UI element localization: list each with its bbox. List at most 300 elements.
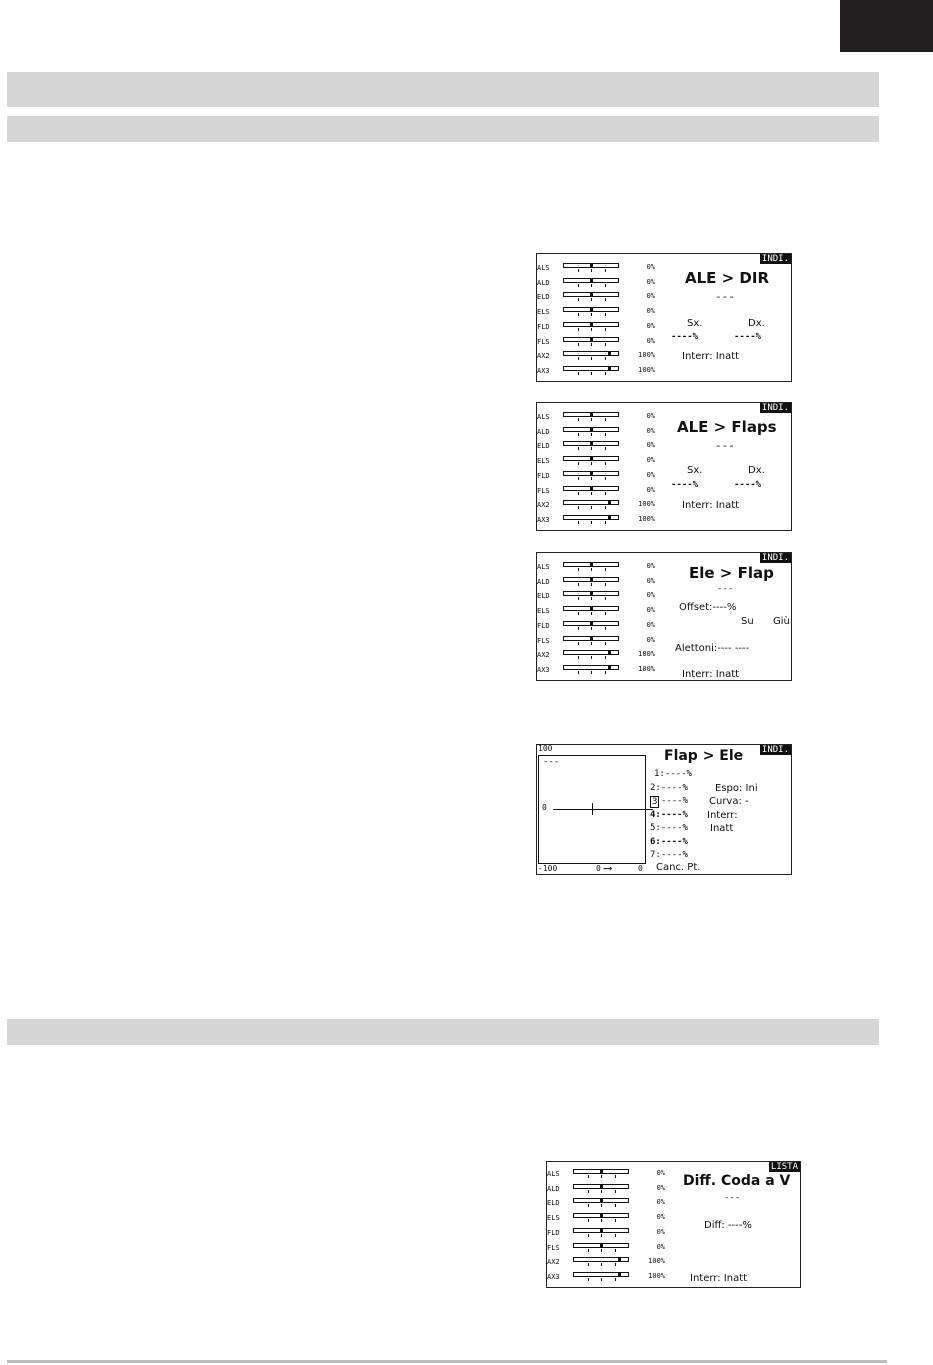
bar-tick: [601, 1204, 602, 1207]
bar-position-marker: [608, 515, 611, 520]
bar-tick: [601, 1263, 602, 1266]
bar-tick: [591, 343, 592, 346]
chapter-tab: [840, 0, 933, 52]
channel-value: 100%: [638, 664, 655, 673]
bar-tick: [591, 328, 592, 331]
channel-label: ALS: [537, 563, 550, 571]
footer-rule: [7, 1360, 887, 1363]
bar-tick: [588, 1249, 589, 1252]
bar-tick: [591, 313, 592, 316]
bar-tick: [591, 612, 592, 615]
bar-position-marker: [600, 1213, 603, 1218]
channel-label: ALS: [537, 413, 550, 421]
curve-label: Curva: -: [709, 796, 749, 807]
right-value: ----%: [734, 332, 762, 342]
bar-tick: [591, 521, 592, 524]
bar-tick: [605, 627, 606, 630]
bar-tick: [605, 656, 606, 659]
bar-tick: [588, 1278, 589, 1281]
bar-tick: [615, 1263, 616, 1266]
bar-position-marker: [608, 351, 611, 356]
channel-els: [537, 453, 657, 468]
bar-position-marker: [618, 1272, 621, 1277]
bar-tick: [588, 1190, 589, 1193]
bar-tick: [591, 492, 592, 495]
switch-status: Inatt: [710, 823, 734, 834]
bar-tick: [578, 671, 579, 674]
channel-bar: [563, 292, 619, 297]
channel-bar: [573, 1243, 629, 1248]
point-4: 4:----%: [650, 810, 688, 820]
channel-fld: [547, 1225, 667, 1240]
channel-bar: [563, 650, 619, 655]
lcd-screen-vtail-diff: [546, 1161, 801, 1288]
bar-tick: [578, 357, 579, 360]
arrow-icon: ⟶: [604, 861, 612, 875]
switch-label: Interr:: [707, 810, 738, 821]
bar-tick: [578, 433, 579, 436]
bar-position-marker: [590, 307, 593, 312]
channel-label: AX3: [537, 665, 550, 674]
channel-bar: [573, 1198, 629, 1203]
bar-position-marker: [590, 278, 593, 283]
channel-value: 100%: [638, 650, 655, 659]
channel-bar: [573, 1184, 629, 1189]
bar-position-marker: [590, 427, 593, 432]
bar-tick: [605, 284, 606, 287]
channel-ald: [547, 1181, 667, 1196]
delete-point-label: Canc. Pt.: [656, 862, 701, 873]
curve-dashes: ---: [543, 757, 560, 767]
channel-label: ELD: [547, 1199, 560, 1208]
point-3-value: ----%: [661, 796, 689, 806]
bar-tick: [605, 521, 606, 524]
channel-bar: [563, 366, 619, 371]
channel-bar: [563, 263, 619, 268]
channel-bar: [563, 577, 619, 582]
channel-ax2: [537, 497, 657, 512]
bar-tick: [605, 372, 606, 375]
bar-tick: [601, 1234, 602, 1237]
channel-value: 0%: [656, 1183, 665, 1192]
channel-fld: [537, 618, 657, 633]
channel-value: 100%: [638, 514, 655, 523]
channel-value: 0%: [646, 591, 655, 600]
channel-value: 0%: [646, 277, 655, 286]
bar-tick: [615, 1219, 616, 1222]
channel-ax3: [537, 512, 657, 527]
bar-tick: [588, 1263, 589, 1266]
point-6: 6:----%: [650, 837, 688, 847]
bar-tick: [578, 521, 579, 524]
bar-tick: [578, 642, 579, 645]
channel-value: 100%: [638, 500, 655, 509]
bar-position-marker: [590, 606, 593, 611]
channel-label: AX3: [537, 515, 550, 524]
channel-value: 0%: [646, 635, 655, 644]
bar-tick: [605, 328, 606, 331]
mode-tag: INDI.: [761, 403, 789, 413]
left-label: Sx.: [687, 465, 703, 476]
channel-value: 100%: [638, 365, 655, 374]
channel-label: FLS: [537, 486, 550, 495]
mode-tag: INDI.: [761, 745, 789, 755]
channel-els: [537, 304, 657, 319]
bar-tick: [615, 1278, 616, 1281]
channel-bar: [563, 515, 619, 520]
axis-bottom-mid: 0: [596, 864, 601, 873]
screen-title: Ele > Flap: [689, 564, 774, 582]
lcd-screen-ale-flaps: [536, 402, 792, 531]
bar-tick: [615, 1234, 616, 1237]
left-value: ----%: [671, 332, 699, 342]
channel-els: [547, 1210, 667, 1225]
channel-value: 0%: [656, 1242, 665, 1251]
channel-value: 100%: [648, 1271, 665, 1280]
bar-tick: [591, 462, 592, 465]
channel-ald: [537, 275, 657, 290]
channel-bar: [563, 412, 619, 417]
channel-value: 0%: [646, 263, 655, 271]
bar-position-marker: [600, 1169, 603, 1174]
bar-tick: [578, 372, 579, 375]
screen-title: ALE > DIR: [685, 269, 770, 287]
channel-label: ELD: [537, 442, 550, 451]
axis-bottom-right: 0: [638, 864, 643, 873]
channel-bar: [563, 307, 619, 312]
channel-eld: [537, 438, 657, 453]
channel-value: 100%: [648, 1257, 665, 1266]
channel-als: [537, 559, 657, 574]
channel-bar: [563, 456, 619, 461]
bar-tick: [578, 477, 579, 480]
channel-value: 0%: [646, 307, 655, 316]
bar-tick: [578, 597, 579, 600]
bar-position-marker: [600, 1243, 603, 1248]
bar-position-marker: [600, 1228, 603, 1233]
channel-label: FLS: [537, 636, 550, 645]
left-label: Sx.: [687, 318, 703, 329]
channel-fls: [537, 483, 657, 498]
bar-tick: [615, 1175, 616, 1178]
channel-label: FLD: [537, 322, 550, 331]
bar-tick: [591, 568, 592, 571]
bar-tick: [605, 612, 606, 615]
channel-label: FLD: [547, 1228, 560, 1237]
bar-tick: [591, 583, 592, 586]
channel-bar: [563, 591, 619, 596]
channel-label: ELS: [537, 457, 550, 466]
channel-bar: [563, 621, 619, 626]
channel-value: 0%: [646, 485, 655, 494]
axis-bottom-left: -100: [538, 864, 558, 873]
bar-position-marker: [600, 1184, 603, 1189]
diff-value: Diff: ----%: [704, 1220, 752, 1231]
bar-tick: [605, 506, 606, 509]
channel-value: 0%: [656, 1213, 665, 1222]
bar-tick: [578, 269, 579, 272]
channel-fld: [537, 468, 657, 483]
bar-tick: [578, 656, 579, 659]
channel-value: 0%: [646, 606, 655, 615]
bar-tick: [578, 612, 579, 615]
bar-tick: [605, 357, 606, 360]
bar-tick: [588, 1175, 589, 1178]
switch-value: ---: [724, 1193, 741, 1203]
channel-bar: [573, 1272, 629, 1277]
bar-tick: [578, 418, 579, 421]
bar-position-marker: [590, 621, 593, 626]
aileron-values: Alettoni:---- ----: [675, 643, 750, 654]
bar-position-marker: [618, 1257, 621, 1262]
channel-label: AX3: [537, 366, 550, 375]
bar-tick: [601, 1175, 602, 1178]
bar-tick: [578, 313, 579, 316]
channel-label: ELS: [537, 607, 550, 616]
channel-value: 0%: [646, 576, 655, 585]
channel-als: [537, 260, 657, 275]
channel-bar: [573, 1169, 629, 1174]
bar-position-marker: [590, 577, 593, 582]
channel-value: 0%: [646, 620, 655, 629]
switch-status: Interr: Inatt: [682, 351, 740, 362]
channel-bar: [563, 337, 619, 342]
center-tick: [592, 803, 593, 815]
left-value: ----%: [671, 480, 699, 490]
bar-tick: [591, 418, 592, 421]
bar-tick: [578, 583, 579, 586]
bar-position-marker: [600, 1198, 603, 1203]
right-label: Dx.: [748, 465, 765, 476]
axis-zero-label: 0: [542, 803, 547, 812]
bar-position-marker: [590, 562, 593, 567]
channel-value: 0%: [646, 470, 655, 479]
bar-position-marker: [590, 456, 593, 461]
bar-position-marker: [590, 322, 593, 327]
channel-value: 0%: [646, 321, 655, 330]
bar-tick: [615, 1204, 616, 1207]
channel-value: 0%: [646, 441, 655, 450]
bar-tick: [605, 298, 606, 301]
bar-tick: [605, 568, 606, 571]
bar-tick: [588, 1234, 589, 1237]
channel-fls: [547, 1240, 667, 1255]
bar-tick: [591, 597, 592, 600]
channel-value: 0%: [646, 292, 655, 301]
subsection-header-bar-2: [7, 1019, 879, 1045]
bar-tick: [605, 642, 606, 645]
channel-label: ALS: [547, 1170, 560, 1178]
channel-bar: [563, 562, 619, 567]
channel-label: AX2: [537, 501, 550, 510]
channel-ald: [537, 424, 657, 439]
channel-ax2: [537, 348, 657, 363]
channel-label: AX3: [547, 1272, 560, 1281]
channel-bar: [573, 1257, 629, 1262]
bar-tick: [605, 343, 606, 346]
bar-position-marker: [608, 500, 611, 505]
bar-position-marker: [590, 337, 593, 342]
bar-tick: [591, 477, 592, 480]
channel-bar: [563, 606, 619, 611]
channel-bar: [563, 636, 619, 641]
bar-position-marker: [590, 486, 593, 491]
channel-bar: [563, 441, 619, 446]
switch-value: ---: [715, 290, 735, 303]
channel-bar: [563, 427, 619, 432]
switch-status: Interr: Inatt: [682, 500, 740, 511]
bar-position-marker: [608, 650, 611, 655]
channel-bar: [563, 486, 619, 491]
up-label: Su: [741, 616, 754, 627]
bar-tick: [591, 269, 592, 272]
bar-tick: [591, 506, 592, 509]
channel-value: 0%: [656, 1227, 665, 1236]
channel-ax3: [547, 1269, 667, 1284]
bar-tick: [588, 1219, 589, 1222]
bar-position-marker: [590, 591, 593, 596]
channel-bar: [563, 665, 619, 670]
channel-bar: [563, 278, 619, 283]
channel-eld: [537, 289, 657, 304]
bar-tick: [578, 343, 579, 346]
point-7: 7:----%: [650, 850, 688, 860]
bar-tick: [578, 447, 579, 450]
channel-label: AX2: [537, 651, 550, 660]
channel-label: ALD: [537, 577, 550, 586]
bar-tick: [591, 447, 592, 450]
bar-tick: [605, 447, 606, 450]
bar-tick: [578, 568, 579, 571]
bar-tick: [578, 506, 579, 509]
channel-label: ELS: [537, 308, 550, 317]
bar-tick: [605, 433, 606, 436]
channel-value: 0%: [646, 412, 655, 420]
point-2: 2:----%: [650, 783, 688, 793]
channel-ax3: [537, 363, 657, 378]
bar-tick: [601, 1278, 602, 1281]
channel-als: [537, 409, 657, 424]
bar-tick: [578, 462, 579, 465]
bar-tick: [605, 492, 606, 495]
channel-ax2: [537, 647, 657, 662]
channel-fld: [537, 319, 657, 334]
bar-tick: [591, 298, 592, 301]
channel-als: [547, 1166, 667, 1181]
bar-tick: [578, 298, 579, 301]
channel-label: AX2: [537, 352, 550, 361]
right-value: ----%: [734, 480, 762, 490]
channel-bar: [573, 1213, 629, 1218]
channel-label: AX2: [547, 1258, 560, 1267]
axis-top-label: 100: [538, 744, 553, 753]
point-1: 1:----%: [654, 769, 692, 779]
channel-value: 0%: [656, 1169, 665, 1177]
bar-tick: [591, 357, 592, 360]
channel-ax2: [547, 1254, 667, 1269]
channel-bar: [563, 500, 619, 505]
channel-label: ALD: [537, 278, 550, 287]
point-3-selected[interactable]: 3: [652, 797, 658, 807]
bar-tick: [605, 671, 606, 674]
bar-tick: [615, 1190, 616, 1193]
channel-label: ALD: [537, 427, 550, 436]
bar-tick: [605, 269, 606, 272]
bar-position-marker: [590, 441, 593, 446]
bar-position-marker: [608, 665, 611, 670]
mode-tag: INDI.: [761, 254, 789, 264]
mode-tag: INDI.: [761, 553, 789, 563]
bar-tick: [578, 328, 579, 331]
bar-tick: [615, 1249, 616, 1252]
point-5: 5:----%: [650, 823, 688, 833]
lcd-screen-flap-ele-curve: [536, 744, 792, 875]
channel-bar: [563, 471, 619, 476]
offset-value: Offset:----%: [679, 602, 737, 613]
screen-title: Diff. Coda a V: [683, 1173, 791, 1189]
curve-graph: [538, 755, 646, 864]
channel-label: ELD: [537, 293, 550, 302]
channel-els: [537, 603, 657, 618]
subsection-header-bar: [7, 116, 879, 142]
channel-ax3: [537, 662, 657, 677]
bar-position-marker: [590, 412, 593, 417]
bar-tick: [605, 597, 606, 600]
bar-tick: [605, 583, 606, 586]
bar-tick: [605, 462, 606, 465]
bar-tick: [591, 627, 592, 630]
bar-tick: [605, 313, 606, 316]
bar-tick: [591, 671, 592, 674]
channel-value: 0%: [656, 1198, 665, 1207]
bar-tick: [588, 1204, 589, 1207]
bar-position-marker: [590, 636, 593, 641]
channel-bar: [573, 1228, 629, 1233]
bar-position-marker: [590, 292, 593, 297]
expo-label: Espo: Ini: [715, 783, 758, 794]
section-header-bar: [7, 72, 879, 107]
bar-position-marker: [608, 366, 611, 371]
switch-status: Interr: Inatt: [690, 1273, 748, 1284]
channel-label: FLS: [547, 1243, 560, 1252]
bar-tick: [578, 627, 579, 630]
bar-tick: [591, 372, 592, 375]
channel-label: ELD: [537, 592, 550, 601]
channel-label: ELS: [547, 1214, 560, 1223]
channel-bar: [563, 322, 619, 327]
bar-tick: [591, 642, 592, 645]
channel-label: FLS: [537, 337, 550, 346]
bar-position-marker: [590, 263, 593, 268]
channel-label: ALD: [547, 1184, 560, 1193]
channel-label: FLD: [537, 471, 550, 480]
channel-label: ALS: [537, 264, 550, 272]
screen-title: ALE > Flaps: [677, 418, 777, 436]
down-label: Giù: [773, 616, 790, 627]
lcd-screen-ele-flap: [536, 552, 792, 681]
bar-tick: [605, 477, 606, 480]
channel-value: 0%: [646, 562, 655, 570]
channel-label: FLD: [537, 621, 550, 630]
channel-fls: [537, 633, 657, 648]
channel-ald: [537, 574, 657, 589]
bar-position-marker: [590, 471, 593, 476]
bar-tick: [578, 284, 579, 287]
channel-eld: [537, 588, 657, 603]
switch-status: Interr: Inatt: [682, 669, 740, 680]
bar-tick: [601, 1219, 602, 1222]
channel-value: 0%: [646, 336, 655, 345]
